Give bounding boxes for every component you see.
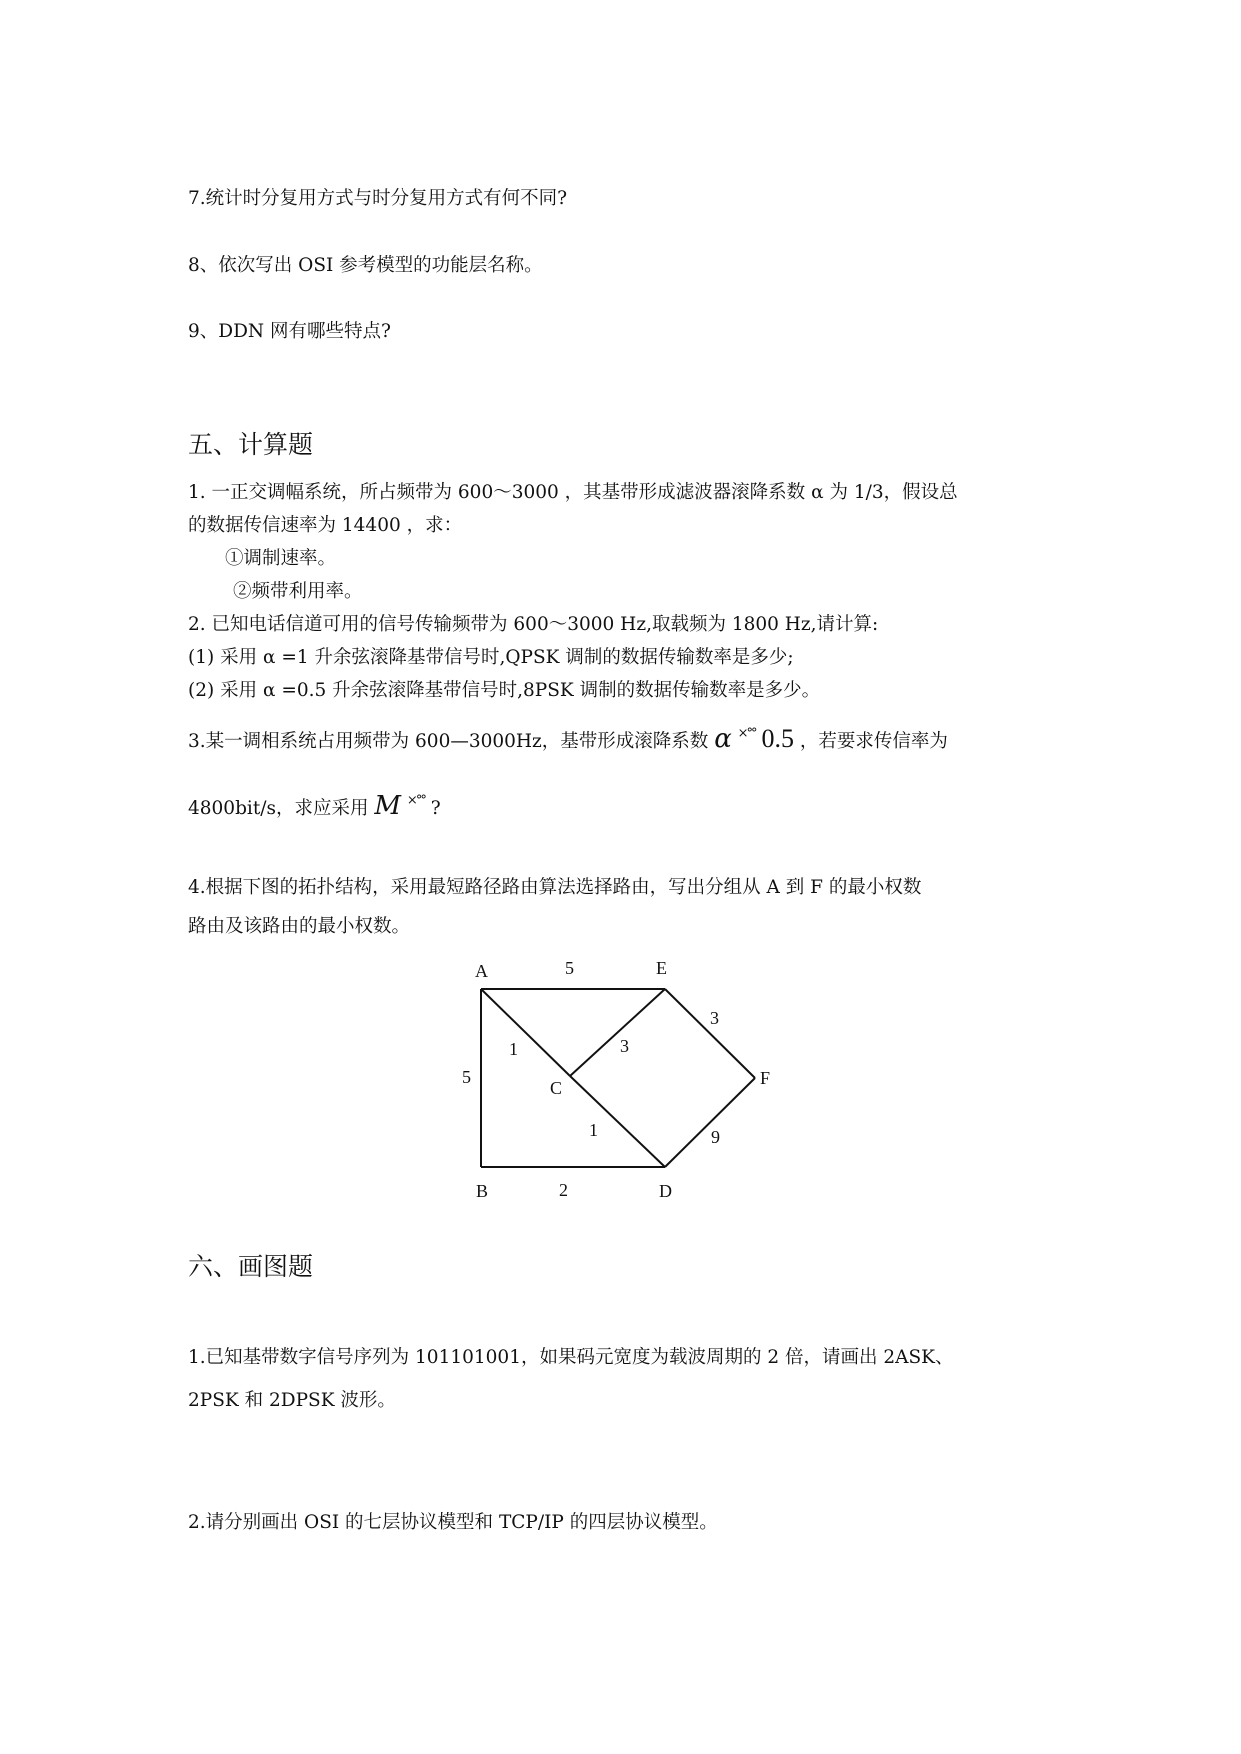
node-a-label: A	[475, 961, 488, 981]
calc-q3-line1	[188, 726, 948, 752]
question-7: 7.统计时分复用方式与时分复用方式有何不同?	[188, 188, 568, 209]
weight-c-e: 3	[620, 1036, 629, 1056]
weight-b-d: 2	[559, 1180, 568, 1200]
node-f-label: F	[760, 1068, 771, 1088]
edge-d-f	[665, 1078, 755, 1167]
alpha-value: 0.5	[761, 724, 794, 753]
node-e-label: E	[656, 958, 667, 978]
node-d-label: D	[659, 1181, 672, 1201]
weight-a-e: 5	[565, 958, 574, 978]
node-c-label: C	[550, 1078, 563, 1098]
calc-q3-text: 3.某一调相系统占用频带为 600—3000Hz，基带形成滚降系数	[188, 731, 709, 752]
calc-q3-line2	[188, 793, 441, 819]
weight-a-b: 5	[462, 1067, 471, 1087]
calc-q2-line1: 2. 已知电话信道可用的信号传输频带为 600～3000 Hz,取载频为 1800 Hz,请计算:	[188, 614, 879, 635]
calc-q3-line2-text: 4800bit/s，求应采用	[188, 798, 369, 819]
calc-q1-sub2: ②频带利用率。	[233, 581, 363, 602]
calc-q1-sub1: ①调制速率。	[225, 548, 337, 569]
edge-c-d	[570, 1076, 665, 1167]
section-6-heading: 六、画图题	[188, 1252, 314, 1281]
weight-e-f: 3	[710, 1008, 719, 1028]
draw-q1-line1: 1.已知基带数字信号序列为 101101001，如果码元宽度为载波周期的 2 倍，请画出 2ASK、	[188, 1347, 954, 1368]
edge-c-e	[570, 989, 665, 1076]
formula-glyph: ×°°	[406, 793, 425, 808]
weight-a-c: 1	[509, 1039, 518, 1059]
question-mark: ?	[430, 798, 441, 819]
calc-q2-line3: (2) 采用 α =0.5 升余弦滚降基带信号时,8PSK 调制的数据传输数率是多少。	[188, 680, 821, 701]
alpha-symbol: α	[714, 724, 732, 754]
draw-q1-line2: 2PSK 和 2DPSK 波形。	[188, 1390, 396, 1411]
question-9: 9、DDN 网有哪些特点?	[188, 321, 391, 342]
edge-e-f	[665, 989, 755, 1078]
formula-glyph: ×°°	[737, 726, 756, 741]
m-symbol: M	[374, 791, 402, 821]
weight-c-d: 1	[589, 1120, 598, 1140]
calc-q4-line2: 路由及该路由的最小权数。	[188, 916, 411, 937]
question-8: 8、依次写出 OSI 参考模型的功能层名称。	[188, 255, 543, 276]
weight-d-f: 9	[711, 1127, 720, 1147]
network-topology-diagram	[455, 955, 795, 1215]
calc-q2-line2: (1) 采用 α =1 升余弦滚降基带信号时,QPSK 调制的数据传输数率是多少;	[188, 647, 794, 668]
calc-q3-text-end: ，若要求传信率为	[799, 731, 948, 752]
draw-q2: 2.请分别画出 OSI 的七层协议模型和 TCP/IP 的四层协议模型。	[188, 1512, 718, 1533]
edge-a-c	[481, 989, 570, 1076]
calc-q4-line1: 4.根据下图的拓扑结构，采用最短路径路由算法选择路由，写出分组从 A 到 F 的最小权数	[188, 877, 922, 898]
section-5-heading: 五、计算题	[188, 430, 314, 459]
calc-q1-line2: 的数据传信速率为 14400 ，求：	[188, 515, 463, 536]
node-b-label: B	[476, 1181, 489, 1201]
calc-q1-line1: 1. 一正交调幅系统，所占频带为 600～3000 ，其基带形成滤波器滚降系数 α 为 1/3，假设总	[188, 482, 958, 503]
